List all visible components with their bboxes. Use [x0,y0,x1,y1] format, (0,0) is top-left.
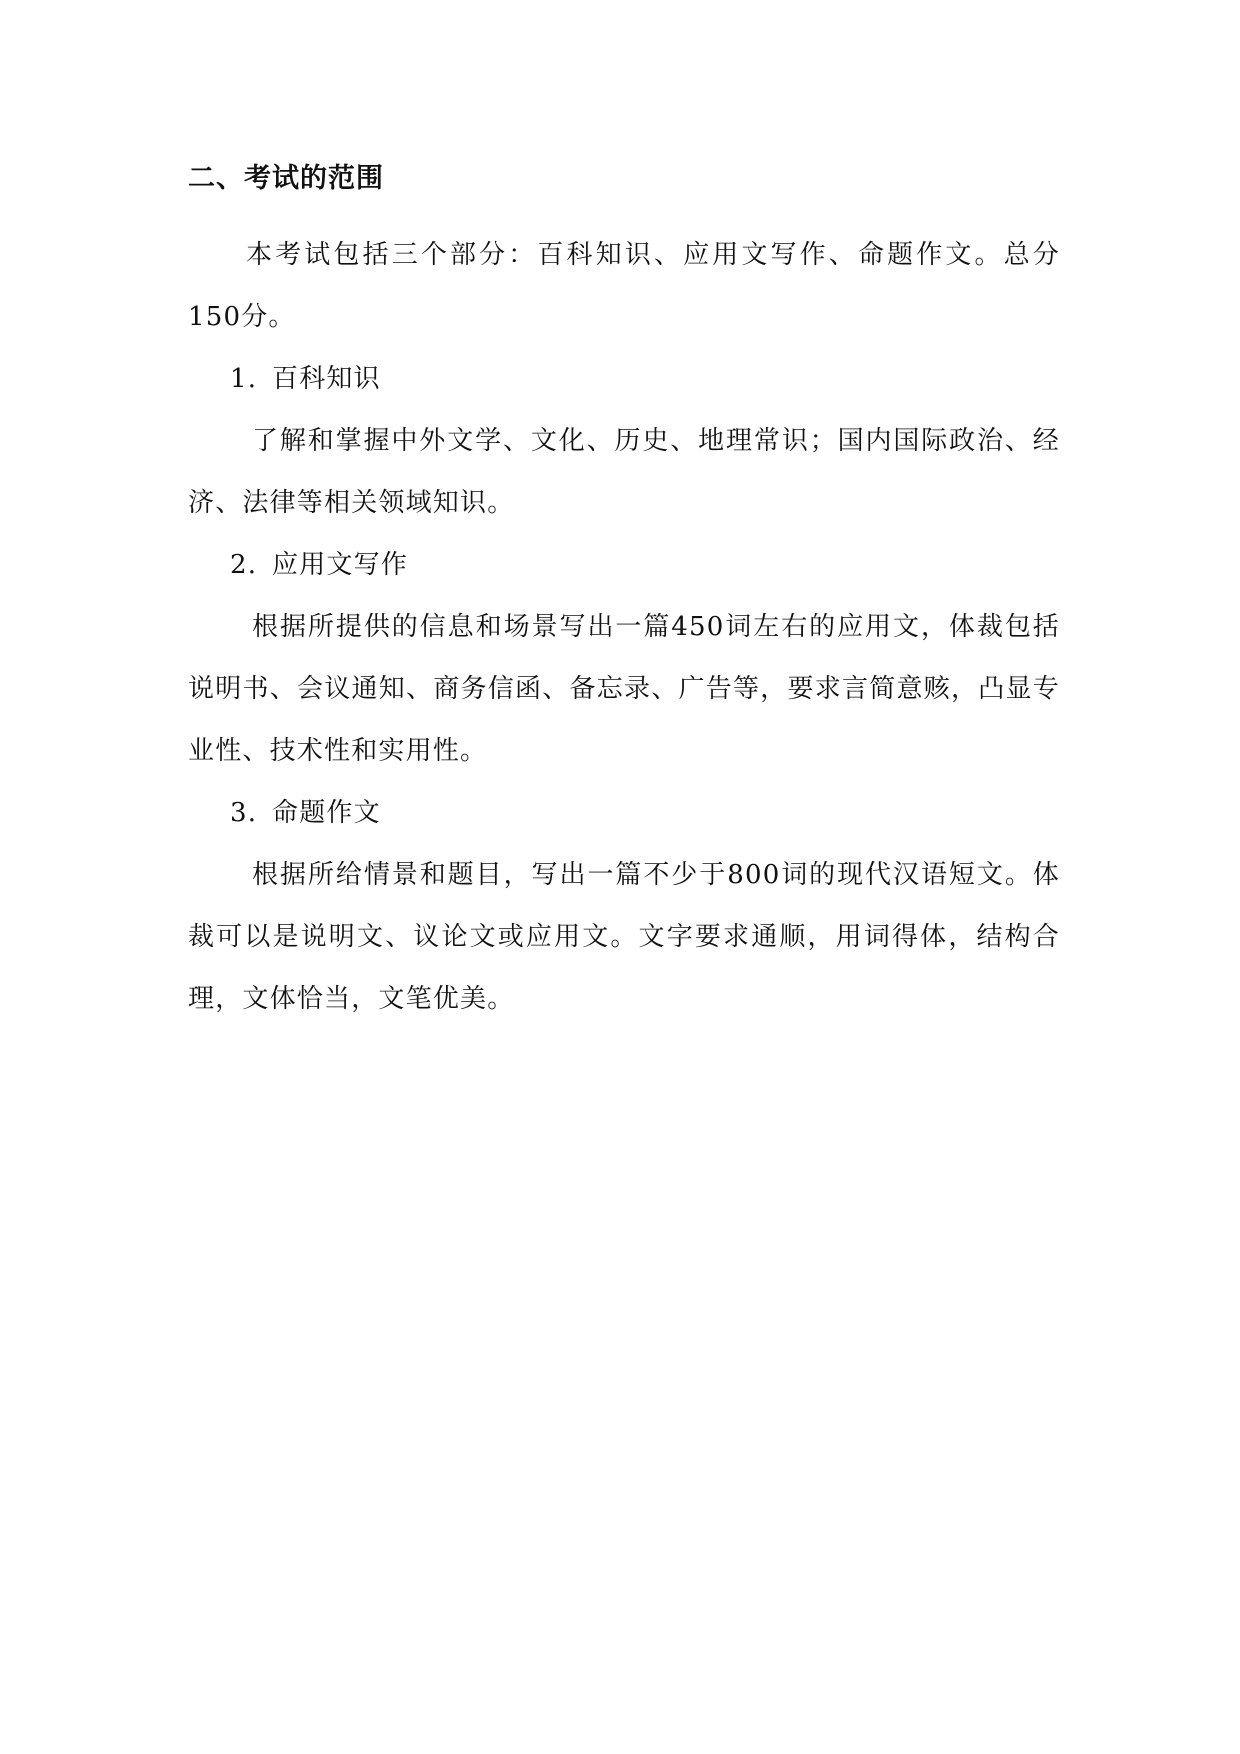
item-1-number: 1. [230,364,258,394]
item-2-body: 根据所提供的信息和场景写出一篇450词左右的应用文，体裁包括说明书、会议通知、商务信函、备忘录、广告等，要求言简意赅，凸显专业性、技术性和实用性。 [188,612,1060,766]
item-3-title-line [188,782,1060,844]
item-2-title: 应用文写作 [272,550,409,580]
item-3-number: 3. [230,798,258,828]
item-2-title-line [188,534,1060,596]
item-2 [188,534,1060,782]
item-3-title: 命题作文 [272,798,381,828]
item-1-title: 百科知识 [272,364,381,394]
item-1-body: 了解和掌握中外文学、文化、历史、地理常识；国内国际政治、经济、法律等相关领域知识。 [188,426,1060,518]
document-content [188,160,1060,1030]
item-3-body: 根据所给情景和题目，写出一篇不少于800词的现代汉语短文。体裁可以是说明文、议论文或应用文。文字要求通顺，用词得体，结构合理，文体恰当，文笔优美。 [188,860,1060,1014]
section-heading: 二、考试的范围 [188,163,384,194]
item-2-number: 2. [230,550,258,580]
item-1 [188,348,1060,534]
item-3 [188,782,1060,1030]
item-1-title-line [188,348,1060,410]
section-intro: 本考试包括三个部分：百科知识、应用文写作、命题作文。总分150分。 [188,240,1060,332]
